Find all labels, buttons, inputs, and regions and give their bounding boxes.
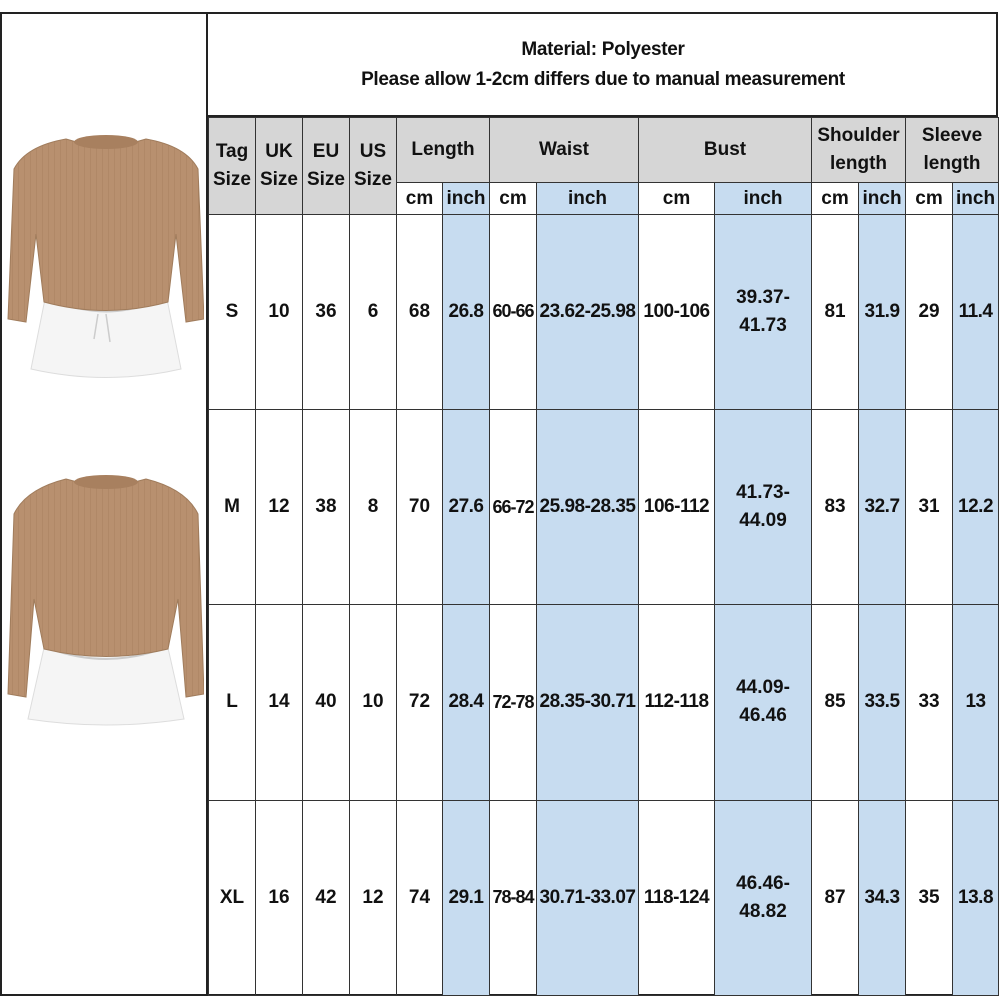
length-inch-cell: 28.4: [443, 605, 490, 800]
waist-cm-cell: 78-84: [490, 800, 537, 995]
sleeve-cm-cell: 29: [906, 214, 953, 409]
us-size-cell: 10: [350, 605, 397, 800]
us-size-cell: 12: [350, 800, 397, 995]
sleeve-cm-cell: 31: [906, 409, 953, 604]
unit-inch: inch: [537, 183, 639, 214]
header-shoulder-length: Shoulder length: [812, 118, 906, 183]
bust-inch-cell: 44.09- 46.46: [715, 605, 812, 800]
waist-cm-cell: 60-66: [490, 214, 537, 409]
garment-back-view-image: [6, 124, 204, 384]
header-uk-size: UK Size: [256, 118, 303, 215]
measurement-disclaimer: Please allow 1-2cm differs due to manual measurement: [361, 68, 845, 90]
unit-cm: cm: [490, 183, 537, 214]
unit-cm: cm: [906, 183, 953, 214]
eu-size-cell: 38: [303, 409, 350, 604]
waist-inch-cell: 30.71-33.07: [537, 800, 639, 995]
waist-inch-cell: 25.98-28.35: [537, 409, 639, 604]
shoulder-cm-cell: 85: [812, 605, 859, 800]
us-size-cell: 8: [350, 409, 397, 604]
sleeve-cm-cell: 35: [906, 800, 953, 995]
unit-inch: inch: [859, 183, 906, 214]
waist-cm-cell: 66-72: [490, 409, 537, 604]
us-size-cell: 6: [350, 214, 397, 409]
unit-cm: cm: [397, 183, 443, 214]
product-photo-panel: [2, 14, 208, 994]
header-tag-size: Tag Size: [209, 118, 256, 215]
length-cm-cell: 68: [397, 214, 443, 409]
uk-size-cell: 12: [256, 409, 303, 604]
uk-size-cell: 16: [256, 800, 303, 995]
length-cm-cell: 72: [397, 605, 443, 800]
tag-size-cell: M: [209, 409, 256, 604]
sleeve-cm-cell: 33: [906, 605, 953, 800]
table-row: [209, 605, 999, 800]
bust-cm-cell: 118-124: [639, 800, 715, 995]
sleeve-inch-cell: 13: [953, 605, 999, 800]
sleeve-inch-cell: 12.2: [953, 409, 999, 604]
shoulder-inch-cell: 34.3: [859, 800, 906, 995]
size-table: [208, 117, 999, 996]
shoulder-cm-cell: 87: [812, 800, 859, 995]
uk-size-cell: 14: [256, 605, 303, 800]
shoulder-inch-cell: 33.5: [859, 605, 906, 800]
bust-inch-cell: 41.73- 44.09: [715, 409, 812, 604]
header-eu-size: EU Size: [303, 118, 350, 215]
sleeve-inch-cell: 13.8: [953, 800, 999, 995]
shoulder-inch-cell: 31.9: [859, 214, 906, 409]
length-cm-cell: 74: [397, 800, 443, 995]
header-waist: Waist: [490, 118, 639, 183]
tag-size-cell: XL: [209, 800, 256, 995]
waist-cm-cell: 72-78: [490, 605, 537, 800]
header-bust: Bust: [639, 118, 812, 183]
eu-size-cell: 42: [303, 800, 350, 995]
table-row: [209, 800, 999, 995]
bust-cm-cell: 100-106: [639, 214, 715, 409]
bust-cm-cell: 106-112: [639, 409, 715, 604]
unit-inch: inch: [715, 183, 812, 214]
uk-size-cell: 10: [256, 214, 303, 409]
length-inch-cell: 29.1: [443, 800, 490, 995]
tag-size-cell: L: [209, 605, 256, 800]
shoulder-cm-cell: 81: [812, 214, 859, 409]
eu-size-cell: 36: [303, 214, 350, 409]
eu-size-cell: 40: [303, 605, 350, 800]
material-note: [208, 14, 998, 117]
tag-size-cell: S: [209, 214, 256, 409]
waist-inch-cell: 23.62-25.98: [537, 214, 639, 409]
table-row: [209, 214, 999, 409]
bust-inch-cell: 39.37- 41.73: [715, 214, 812, 409]
shoulder-inch-cell: 32.7: [859, 409, 906, 604]
waist-inch-cell: 28.35-30.71: [537, 605, 639, 800]
length-inch-cell: 27.6: [443, 409, 490, 604]
table-row: [209, 409, 999, 604]
unit-inch: inch: [443, 183, 490, 214]
material-line: Material: Polyester: [521, 38, 685, 60]
sleeve-inch-cell: 11.4: [953, 214, 999, 409]
unit-cm: cm: [812, 183, 859, 214]
unit-inch: inch: [953, 183, 999, 214]
length-inch-cell: 26.8: [443, 214, 490, 409]
length-cm-cell: 70: [397, 409, 443, 604]
unit-cm: cm: [639, 183, 715, 214]
size-chart-frame: [0, 12, 998, 996]
garment-front-view-image: [6, 469, 204, 729]
bust-cm-cell: 112-118: [639, 605, 715, 800]
header-us-size: US Size: [350, 118, 397, 215]
header-row: [209, 118, 999, 183]
bust-inch-cell: 46.46- 48.82: [715, 800, 812, 995]
shoulder-cm-cell: 83: [812, 409, 859, 604]
header-sleeve-length: Sleeve length: [906, 118, 999, 183]
header-length: Length: [397, 118, 490, 183]
